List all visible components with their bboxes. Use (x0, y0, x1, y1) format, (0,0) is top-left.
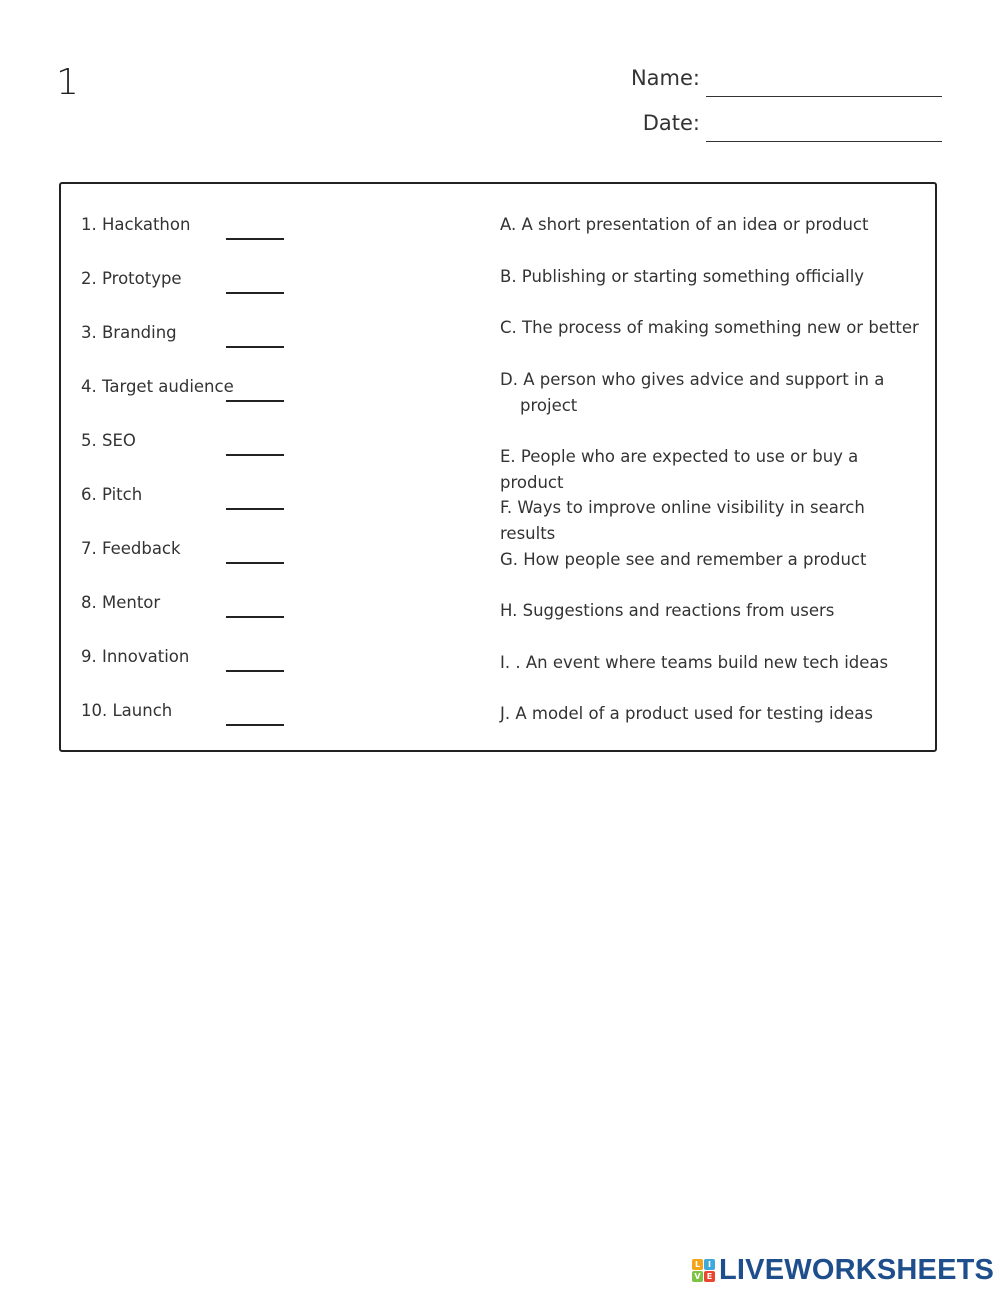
logo-badge-cell: I (704, 1259, 715, 1270)
term-item: 8. Mentor (81, 593, 161, 612)
answer-blank[interactable] (226, 670, 284, 672)
date-input-line[interactable] (706, 141, 942, 142)
answer-blank[interactable] (226, 454, 284, 456)
definition-continuation: project (520, 396, 578, 415)
logo-badge-icon (692, 1259, 715, 1282)
term-item: 1. Hackathon (81, 215, 191, 234)
definition-item: I. . An event where teams build new tech ideas (500, 653, 889, 672)
term-item: 10. Launch (81, 701, 173, 720)
answer-blank[interactable] (226, 346, 284, 348)
term-item: 5. SEO (81, 431, 136, 450)
definition-item (500, 367, 920, 419)
term-item: 6. Pitch (81, 485, 143, 504)
answer-blank[interactable] (226, 616, 284, 618)
definition-item: G. How people see and remember a product (500, 550, 867, 569)
logo-badge-cell: V (692, 1271, 703, 1282)
answer-blank[interactable] (226, 292, 284, 294)
answer-blank[interactable] (226, 508, 284, 510)
logo-text: LIVEWORKSHEETS (719, 1253, 995, 1286)
name-field (631, 65, 942, 91)
name-input-line[interactable] (706, 96, 942, 97)
definition-item: C. The process of making something new or better (500, 318, 919, 337)
term-item: 9. Innovation (81, 647, 190, 666)
definition-item: F. Ways to improve online visibility in search results (500, 498, 865, 543)
definition-item: B. Publishing or starting something officially (500, 267, 865, 286)
name-label: Name: (630, 66, 700, 90)
answer-blank[interactable] (226, 724, 284, 726)
logo-badge-cell: E (704, 1271, 715, 1282)
logo-badge-cell: L (692, 1259, 703, 1270)
term-item: 7. Feedback (81, 539, 181, 558)
definition-item: H. Suggestions and reactions from users (500, 601, 835, 620)
page-number: 1 (56, 62, 79, 103)
term-item: 3. Branding (81, 323, 177, 342)
definition-item: E. People who are expected to use or buy a product (500, 447, 859, 492)
liveworksheets-logo[interactable] (692, 1255, 994, 1285)
answer-blank[interactable] (226, 562, 284, 564)
definition-text: D. A person who gives advice and support in a (500, 370, 885, 389)
answer-blank[interactable] (226, 400, 284, 402)
answer-blank[interactable] (226, 238, 284, 240)
definition-item: A. A short presentation of an idea or product (500, 215, 869, 234)
definition-item: J. A model of a product used for testing ideas (500, 704, 873, 723)
date-label: Date: (642, 111, 700, 135)
term-item: 2. Prototype (81, 269, 182, 288)
date-field (643, 110, 942, 136)
term-item: 4. Target audience (81, 377, 234, 396)
